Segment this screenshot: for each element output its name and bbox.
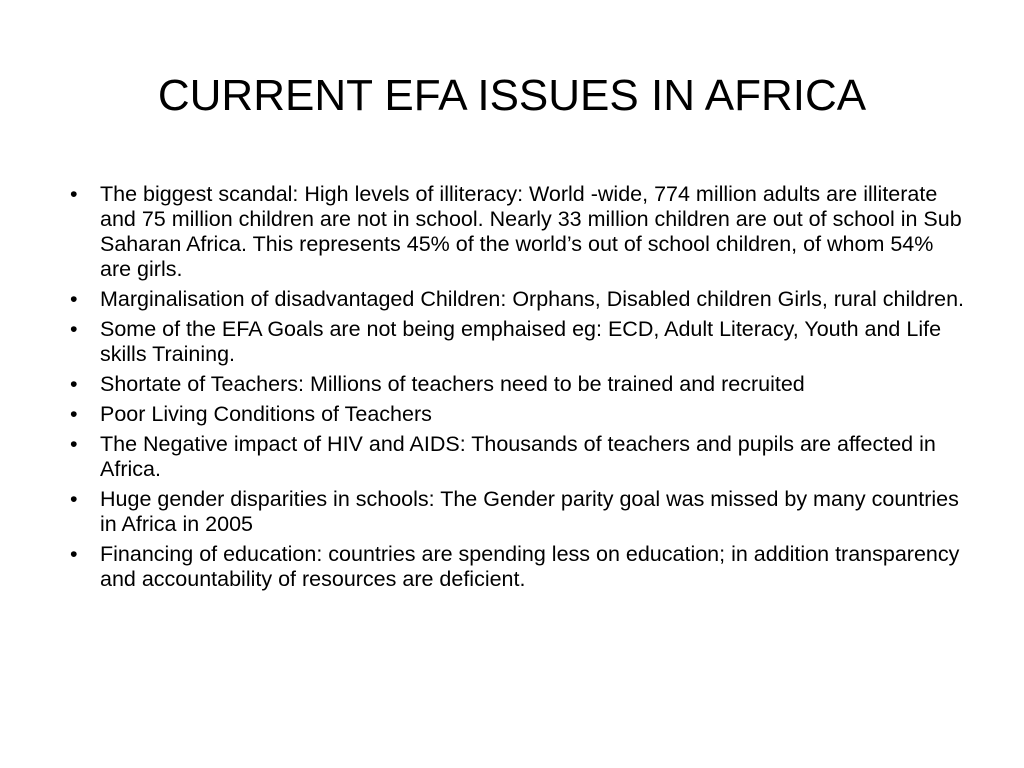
- bullet-text: Huge gender disparities in schools: The Gender parity goal was missed by many countries in Africa in 2005: [100, 487, 959, 536]
- bullet-text: Marginalisation of disadvantaged Children: Orphans, Disabled children Girls, rural children.: [100, 287, 965, 311]
- bullet-text: The Negative impact of HIV and AIDS: Thousands of teachers and pupils are affected in Africa.: [100, 432, 936, 481]
- bullet-item-marginalisation: [70, 287, 970, 312]
- bullet-icon: •: [70, 432, 78, 456]
- bullet-item-financing: [70, 542, 970, 592]
- bullet-icon: •: [70, 402, 78, 426]
- bullet-icon: •: [70, 287, 78, 311]
- bullet-item-hiv-aids: [70, 432, 970, 482]
- bullet-icon: •: [70, 317, 78, 341]
- bullet-text: The biggest scandal: High levels of illiteracy: World -wide, 774 million adults are illiterate and 75 million children are not in school. Nearly 33 million children are out of school in Sub Saharan Africa. This represents 45% of the world’s out of school children, of whom 54% are girls.: [100, 182, 962, 281]
- bullet-text: Some of the EFA Goals are not being emphaised eg: ECD, Adult Literacy, Youth and Life skills Training.: [100, 317, 942, 366]
- bullet-text: Shortate of Teachers: Millions of teachers need to be trained and recruited: [100, 372, 805, 396]
- bullet-icon: •: [70, 182, 78, 206]
- bullet-icon: •: [70, 487, 78, 511]
- bullet-text: Poor Living Conditions of Teachers: [100, 402, 432, 426]
- bullet-icon: •: [70, 542, 78, 566]
- bullet-list: [70, 182, 970, 597]
- bullet-text: Financing of education: countries are spending less on education; in addition transparency and accountability of resources are deficient.: [100, 542, 960, 591]
- bullet-item-illiteracy: [70, 182, 970, 282]
- bullet-item-living-conditions: [70, 402, 970, 427]
- bullet-item-efa-goals: [70, 317, 970, 367]
- bullet-item-teacher-shortage: [70, 372, 970, 397]
- bullet-icon: •: [70, 372, 78, 396]
- slide-title: CURRENT EFA ISSUES IN AFRICA: [157, 71, 867, 120]
- bullet-item-gender-disparities: [70, 487, 970, 537]
